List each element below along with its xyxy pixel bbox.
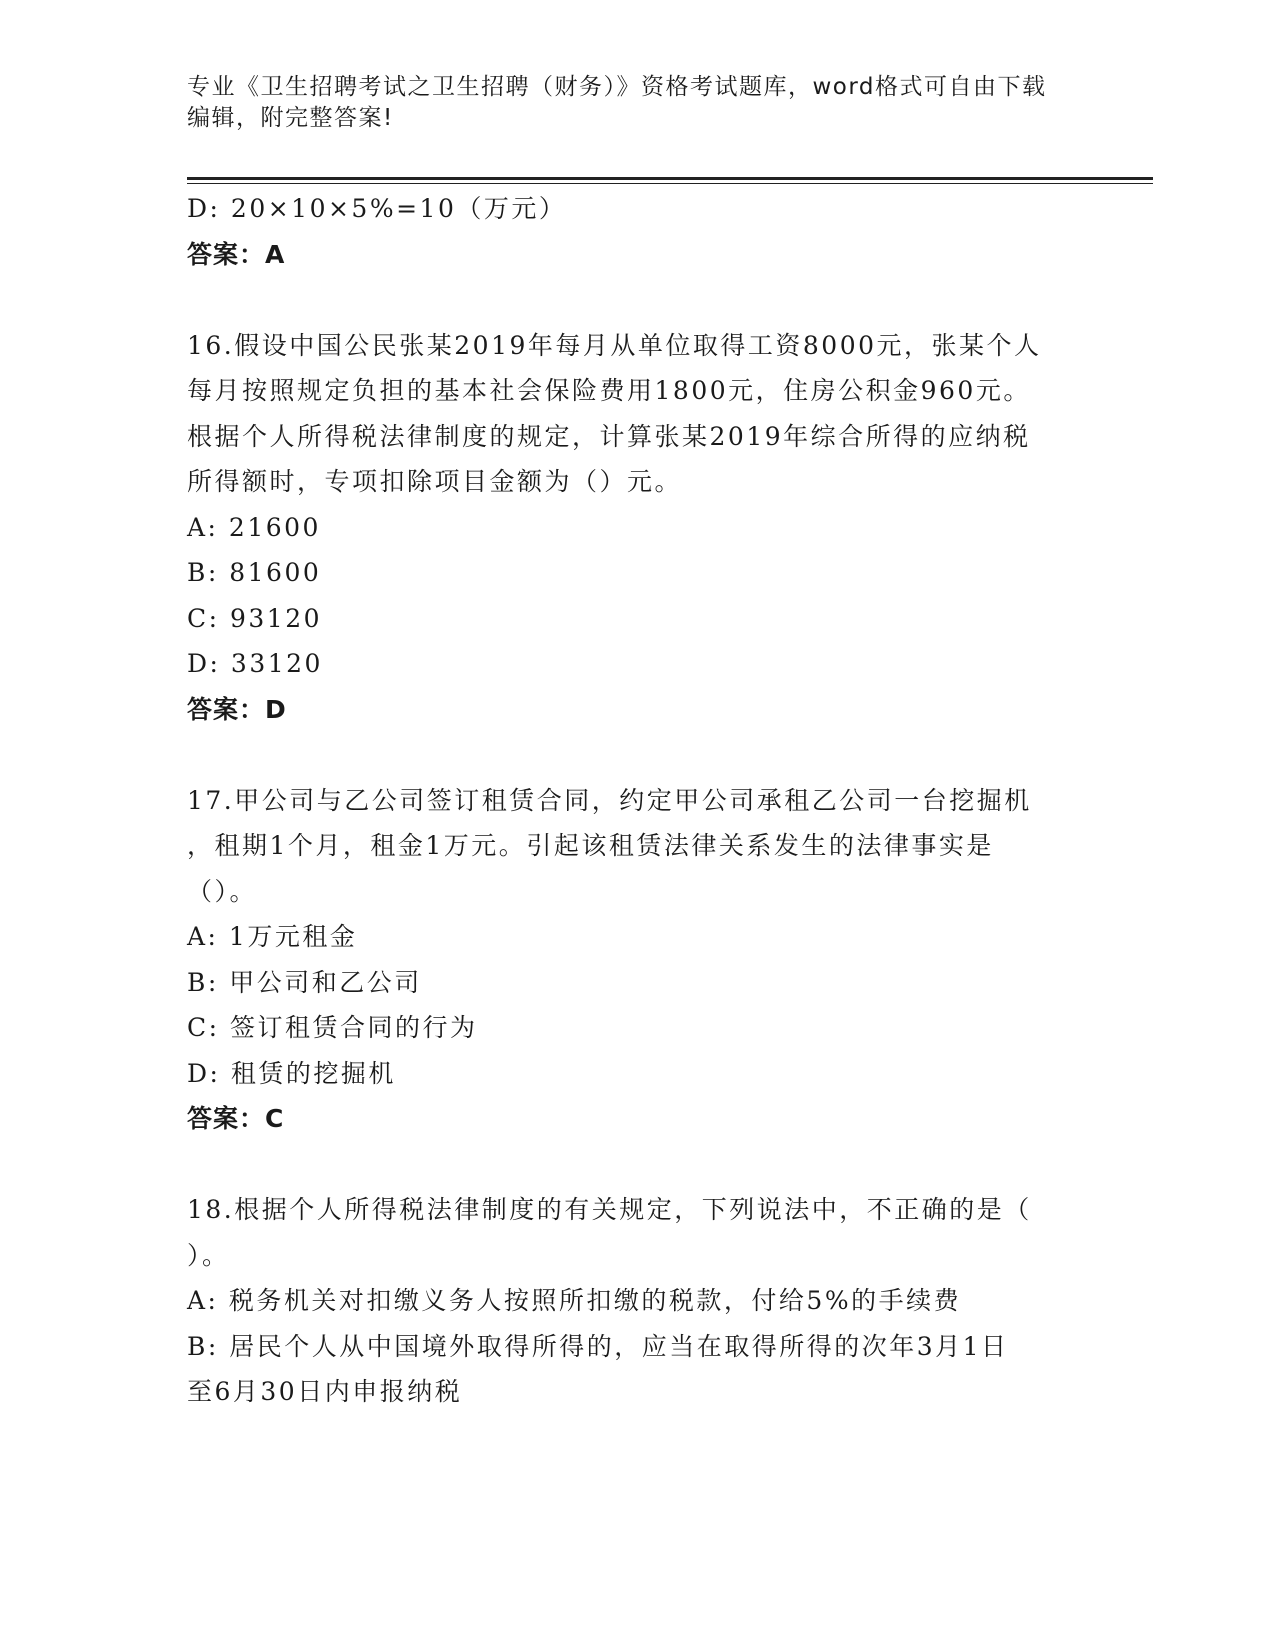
question-16 (187, 323, 1087, 733)
prev-option-d: D: 20×10×5%=10（万元） (187, 194, 567, 223)
question-18-line-1: 18.根据个人所得税法律制度的有关规定，下列说法中，不正确的是（ (187, 1195, 1032, 1224)
question-16-line-4: 所得额时，专项扣除项目金额为（）元。 (187, 467, 683, 496)
question-16-line-1: 16.假设中国公民张某2019年每月从单位取得工资8000元，张某个人 (187, 330, 1042, 360)
question-16-option-d: D: 33120 (187, 649, 323, 678)
document-header (187, 72, 1087, 134)
question-17-answer: 答案：C (187, 1104, 285, 1133)
spacer (187, 1142, 1087, 1188)
prev-answer: 答案：A (187, 239, 286, 269)
question-18-line-2: ）。 (187, 1240, 230, 1270)
header-line-1: 专业《卫生招聘考试之卫生招聘（财务）》资格考试题库，word格式可自由下载 (187, 74, 1047, 100)
header-rule-thin (187, 183, 1153, 184)
spacer (187, 277, 1087, 323)
question-17 (187, 778, 1087, 1142)
spacer (187, 732, 1087, 778)
question-16-option-a: A: 21600 (187, 512, 321, 542)
question-16-line-3: 根据个人所得税法律制度的规定，计算张某2019年综合所得的应纳税 (187, 421, 1031, 451)
question-16-option-b: B: 81600 (187, 558, 322, 587)
question-16-option-c: C: 93120 (187, 603, 323, 633)
question-17-option-c: C: 签订租赁合同的行为 (187, 1013, 478, 1042)
header-rule-thick (187, 177, 1153, 180)
question-18-option-a: A: 税务机关对扣缴义务人按照所扣缴的税款，付给5%的手续费 (187, 1286, 962, 1315)
question-17-option-a: A: 1万元租金 (187, 922, 358, 951)
question-content (187, 186, 1087, 1415)
question-17-option-b: B: 甲公司和乙公司 (187, 967, 422, 997)
question-18-option-b: B: 居民个人从中国境外取得所得的，应当在取得所得的次年3月1日 (187, 1331, 1009, 1361)
question-17-option-d: D: 租赁的挖掘机 (187, 1058, 396, 1088)
header-line-2: 编辑，附完整答案! (187, 105, 394, 131)
question-18-option-b-cont: 至6月30日内申报纳税 (187, 1377, 463, 1406)
question-17-line-2: ，租期1个月，租金1万元。引起该租赁法律关系发生的法律事实是 (187, 831, 994, 860)
question-16-line-2: 每月按照规定负担的基本社会保险费用1800元，住房公积金960元。 (187, 376, 1031, 405)
question-16-answer: 答案：D (187, 694, 287, 724)
question-18 (187, 1187, 1087, 1415)
question-17-line-3: （）。 (187, 876, 258, 906)
question-17-line-1: 17.甲公司与乙公司签订租赁合同，约定甲公司承租乙公司一台挖掘机 (187, 785, 1032, 815)
